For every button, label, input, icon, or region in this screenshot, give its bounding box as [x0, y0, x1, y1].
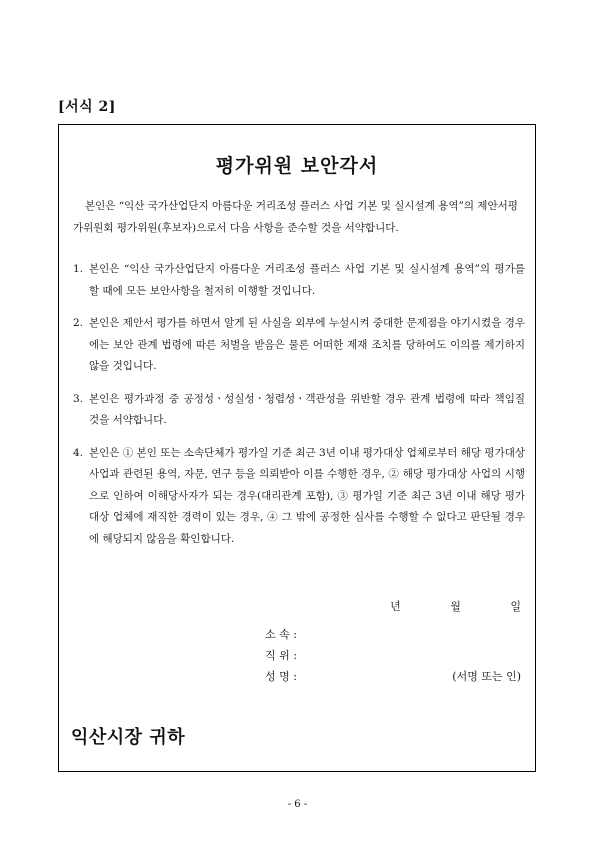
page-number: - 6 -	[287, 799, 308, 810]
clause-number: 2.	[73, 317, 84, 329]
clause-text: 본인은 제안서 평가를 하면서 알게 된 사실을 외부에 누설시켜 중대한 문제점을 야기시켰을 경우에는 보안 관계 법령에 따른 처벌을 받음은 물론 어떠한 제재 조치를 당하여도 이의를 제기하지 않을 것입니다.	[89, 317, 525, 372]
document-title: 평가위원 보안각서	[215, 155, 379, 177]
clause-text: 본인은 “익산 국가산업단지 아름다운 거리조성 플러스 사업 기본 및 실시설계 용역”의 평가를 할 때에 모든 보안사항을 철저히 이행할 것입니다.	[89, 263, 525, 297]
clause-number: 3.	[73, 392, 84, 405]
form-number-label: [서식 2]	[58, 99, 116, 115]
clause-text: 본인은 평가과정 중 공정성ㆍ성실성ㆍ청렴성ㆍ객관성을 위반할 경우 관계 법령에 따라 책임질 것을 서약합니다.	[89, 392, 525, 426]
date-day-field[interactable]: 일	[510, 600, 521, 613]
document-frame	[58, 124, 536, 772]
date-year-field[interactable]: 년	[390, 600, 401, 613]
name-label: 성 명 :	[265, 670, 297, 683]
pledge-clause-4	[73, 443, 525, 551]
addressee-line: 익산시장 귀하	[71, 727, 186, 748]
affiliation-label: 소 속 :	[265, 628, 297, 641]
position-label: 직 위 :	[265, 649, 297, 662]
clause-number: 1.	[73, 263, 84, 275]
clause-number: 4.	[73, 446, 84, 459]
date-month-field[interactable]: 월	[450, 600, 461, 613]
position-row[interactable]	[265, 645, 529, 666]
intro-paragraph: 본인은 “익산 국가산업단지 아름다운 거리조성 플러스 사업 기본 및 실시설계 용역”의 제안서평가위원회 평가위원(후보자)으로서 다음 사항을 준수할 것을 서약합니다.	[73, 200, 518, 234]
pledge-clause-list	[73, 259, 525, 561]
pledge-clause-1	[73, 259, 525, 302]
clause-text: 본인은 ① 본인 또는 소속단체가 평가일 기준 최근 3년 이내 평가대상 업체로부터 해당 평가대상 사업과 관련된 용역, 자문, 연구 등을 의뢰받아 이를 수행한 경우, ② 해당 평가대상 사업의 시행으로 인하여 이해당사자가 되는 경우(대리관계 포함), ③ 평가일 기준 최근 3년 이내 해당 평가대상 업체에 재직한 경력이 있는 경우, ④ 그 밖에 공정한 심사를 수행할 수 없다고 판단될 경우에 해당되지 않음을 확인합니다.	[89, 446, 525, 545]
pledge-clause-2	[73, 313, 525, 378]
signature-block	[265, 624, 529, 687]
date-line	[344, 598, 521, 614]
name-row[interactable]	[265, 666, 529, 687]
pledge-clause-3	[73, 389, 525, 432]
affiliation-row[interactable]	[265, 624, 529, 645]
signature-seal-note: (서명 또는 인)	[452, 670, 521, 683]
